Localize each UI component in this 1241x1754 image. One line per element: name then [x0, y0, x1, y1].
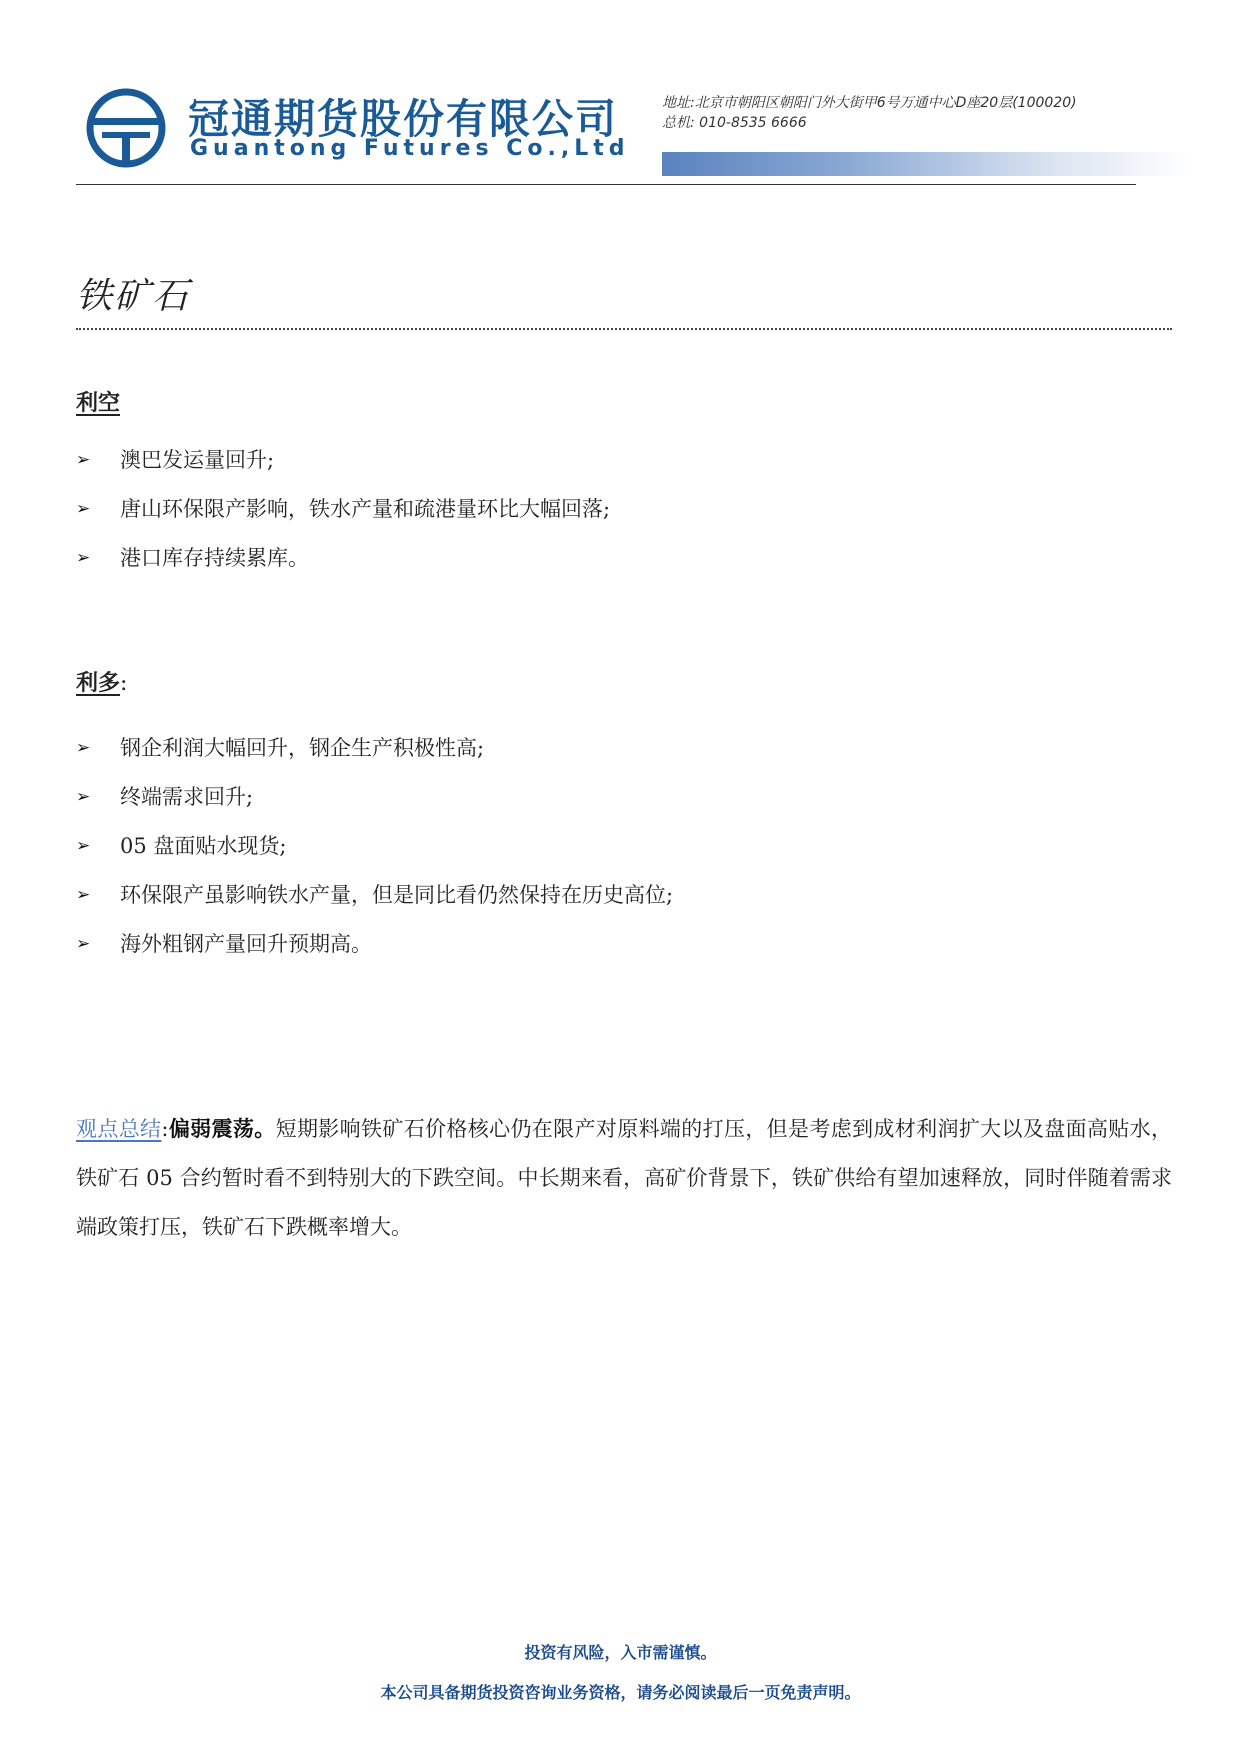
footer-disclaimer: 本公司具备期货投资咨询业务资格，请务必阅读最后一页免责声明。: [380, 1683, 861, 1702]
company-logo-icon: [86, 88, 166, 168]
list-item-text: 澳巴发运量回升;: [120, 448, 275, 472]
bearish-list: [76, 436, 610, 583]
bullish-title: [76, 666, 127, 697]
arrow-bullet-icon: ➢: [76, 450, 91, 470]
list-item-text: 海外粗钢产量回升预期高。: [120, 932, 372, 956]
footer-risk-warning: 投资有风险，入市需谨慎。: [524, 1643, 717, 1662]
list-item-text: 环保限产虽影响铁水产量，但是同比看仍然保持在历史高位;: [120, 883, 674, 907]
list-item-text: 钢企利润大幅回升，钢企生产积极性高;: [120, 736, 485, 760]
list-item: [76, 773, 673, 822]
header-divider: [76, 184, 1136, 185]
summary-paragraph: [76, 1104, 1172, 1252]
arrow-bullet-icon: ➢: [76, 738, 91, 758]
header-gradient-bar: [662, 152, 1192, 176]
arrow-bullet-icon: ➢: [76, 787, 91, 807]
list-item-text: 终端需求回升;: [120, 785, 254, 809]
list-item: [76, 724, 673, 773]
list-item-text: 唐山环保限产影响，铁水产量和疏港量环比大幅回落;: [120, 497, 611, 521]
summary-headline: 偏弱震荡。: [168, 1116, 276, 1141]
list-item: [76, 436, 610, 485]
list-item: [76, 485, 610, 534]
arrow-bullet-icon: ➢: [76, 548, 91, 568]
bullish-list: [76, 724, 673, 969]
list-item: [76, 871, 673, 920]
summary-separator: :: [161, 1117, 169, 1141]
section-divider: [76, 328, 1172, 330]
list-item: [76, 534, 610, 583]
summary-label: 观点总结: [76, 1117, 162, 1141]
contact-info: [662, 93, 1077, 133]
arrow-bullet-icon: ➢: [76, 836, 91, 856]
arrow-bullet-icon: ➢: [76, 934, 91, 954]
bullish-title-text: 利多: [76, 670, 121, 696]
page-header: [0, 0, 1241, 200]
bullish-title-colon: :: [120, 671, 128, 696]
arrow-bullet-icon: ➢: [76, 499, 91, 519]
bearish-title-text: 利空: [76, 390, 121, 416]
phone-text: 总机: 010-8535 6666: [662, 115, 807, 131]
list-item-text: 05 盘面贴水现货;: [120, 834, 287, 858]
address-text: 地址:北京市朝阳区朝阳门外大街甲6号万通中心D座20层(100020): [662, 95, 1077, 111]
company-name-cn: 冠通期货股份有限公司: [188, 95, 618, 143]
list-item: [76, 822, 673, 871]
arrow-bullet-icon: ➢: [76, 885, 91, 905]
list-item-text: 港口库存持续累库。: [120, 546, 309, 570]
bearish-title: [76, 386, 120, 417]
summary-text: 短期影响铁矿石价格核心仍在限产对原料端的打压，但是考虑到成材利润扩大以及盘面高贴水，铁矿石 05 合约暂时看不到特别大的下跌空间。中长期来看，高矿价背景下，铁矿供给有望加速释放，同时伴随着需求端政策打压，铁矿石下跌概率增大。: [76, 1117, 1172, 1239]
section-title: 铁矿石: [76, 276, 191, 317]
company-name-en: Guantong Futures Co.,Ltd: [190, 136, 630, 161]
list-item: [76, 920, 673, 969]
